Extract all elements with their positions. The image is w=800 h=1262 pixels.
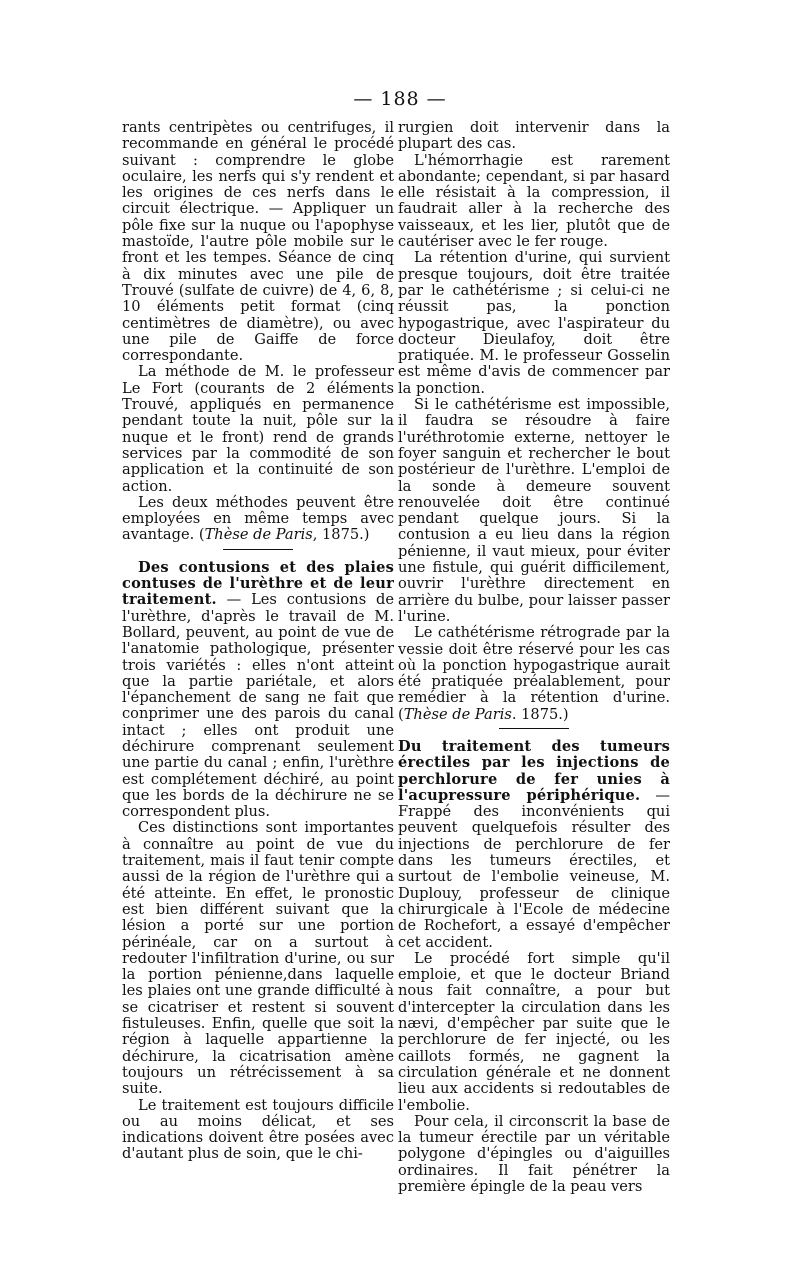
citation-open: ( [198, 526, 205, 544]
right-column [398, 120, 670, 1195]
paragraph: La méthode de M. le professeur Le Fort (courants de 2 éléments Trouvé, appliqués en permanence pendant toute la nuit, pôle sur la nuque et le front) rend de grands services par la commodité de son application et la continuité de son action. [122, 363, 394, 495]
section-heading: Du traitement des tumeurs érectiles par les injections de perchlorure de fer unies à l'acupressure périphérique. [398, 737, 670, 804]
paragraph-text: — Les contusions de l'urèthre, d'après le travail de M. Bollard, peuvent, au point de vue de l'anatomie pathologique, présenter trois variétés : elles n'ont atteint que la partie pariétale, et alors l'épanchement de sang ne fait que conprimer une des parois du canal intact ; elles ont produit une déchirure comprenant seulement une partie du canal ; enfin, l'urèthre est complétement déchiré, au point que les bords de la déchirure ne se correspondent plus. [122, 591, 395, 821]
paragraph: La rétention d'urine, qui survient presque toujours, doit être traitée par le cathétérisme ; si celui-ci ne réussit pas, la ponction hypogastrique, avec l'aspirateur du docteur Dieulafoy, doit être pratiquée. M. le professeur Gosselin est même d'avis de commencer par la ponction. [398, 249, 670, 397]
citation-title: Thèse de Paris [403, 705, 512, 723]
paragraph: rants centripètes ou centrifuges, il recommande en général le procédé suivant : comprendre le globe oculaire, les nerfs qui s'y rendent et les origines de ces nerfs dans le circuit électrique. — Appliquer un pôle fixe sur la nuque ou l'apophyse mastoïde, l'autre pôle mobile sur le front et les tempes. Séance de cinq à dix minutes avec une pile de Trouvé (sulfate de cuivre) de 4, 6, 8, 10 éléments petit format (cinq centimètres de diamètre), ou avec une pile de Gaiffe de force correspondante. [122, 119, 394, 365]
paragraph-text: — Frappé des inconvénients qui peuvent quelquefois résulter des injections de perchlorure de fer dans les tumeurs érectiles, et surtout de l'embolie veineuse, M. Duplouy, professeur de clinique chirurgicale à l'Ecole de médecine de Rochefort, a essayé d'empêcher cet accident. [398, 786, 671, 951]
paragraph [122, 495, 394, 544]
paragraph: Ces distinctions sont importantes à connaître au point de vue du traitement, mais il faut tenir compte aussi de la région de l'urèthre qui a été atteinte. En effet, le pronostic est bien différent suivant que la lésion a porté sur une portion périnéale, car on a surtout à redouter l'infiltration d'urine, ou sur la portion pénienne,dans laquelle les plaies ont une grande difficulté à se cicatriser et restent si souvent fistuleuses. Enfin, quelle que soit la région à laquelle appartienne la déchirure, la cicatrisation amène toujours un rétrécissement à sa suite. [122, 819, 394, 1098]
section-paragraph [122, 560, 394, 821]
page-number: — 188 — [353, 88, 447, 110]
citation-year: . 1875.) [511, 705, 569, 723]
citation-year: , 1875.) [312, 526, 370, 544]
section-divider [223, 549, 293, 550]
paragraph: Si le cathétérisme est impossible, il faudra se résoudre à faire l'uréthrotomie externe, nettoyer le foyer sanguin et rechercher le bout postérieur de l'urèthre. L'emploi de la sonde à demeure souvent renouvelée doit être continué pendant quelque jours. Si la contusion a eu lieu dans la région pénienne, il vaut mieux, pour éviter une fistule, qui guérit difficilement, ouvrir l'urèthre directement en arrière du bulbe, pour laisser passer l'urine. [398, 396, 670, 625]
paragraph-text: Les deux méthodes peuvent être employées en même temps avec avantage. [122, 493, 394, 544]
left-column [122, 120, 394, 1163]
citation [398, 706, 569, 723]
section-divider [499, 728, 569, 729]
paragraph: rurgien doit intervenir dans la plupart des cas. [398, 119, 670, 153]
paragraph: Le traitement est toujours difficile ou au moins délicat, et ses indications doivent être posées avec d'autant plus de soin, que le chi- [122, 1096, 394, 1163]
citation [199, 526, 370, 543]
paragraph: Le procédé fort simple qu'il emploie, et que le docteur Briand nous fait connaître, a pour but d'intercepter la circulation dans les nævi, d'empêcher par suite que le perchlorure de fer injecté, ou les caillots formés, ne gagnent la circulation générale et ne donnent lieu aux accidents si redoutables de l'embolie. [398, 949, 670, 1114]
paragraph: Pour cela, il circonscrit la base de la tumeur érectile par un véritable polygone d'épingles ou d'aiguilles ordinaires. Il fait pénétrer la première épingle de la peau vers [398, 1112, 670, 1195]
citation-open: ( [398, 705, 404, 723]
paragraph [398, 625, 670, 723]
paragraph-text: Le cathétérisme rétrograde par la vessie doit être réservé pour les cas où la ponction hypogastrique aurait été pratiquée préalablement, pour remédier à la rétention d'urine. [398, 624, 670, 707]
section-heading: Des contusions et des plaies contuses de l'urèthre et de leur traitement. [122, 558, 394, 609]
section-paragraph [398, 739, 670, 951]
citation-title: Thèse de Paris [204, 526, 313, 544]
paragraph: L'hémorrhagie est rarement abondante; cependant, si par hasard elle résistait à la compression, il faudrait aller à la recherche des vaisseaux, et les lier, plutôt que de cautériser avec le fer rouge. [398, 151, 670, 251]
